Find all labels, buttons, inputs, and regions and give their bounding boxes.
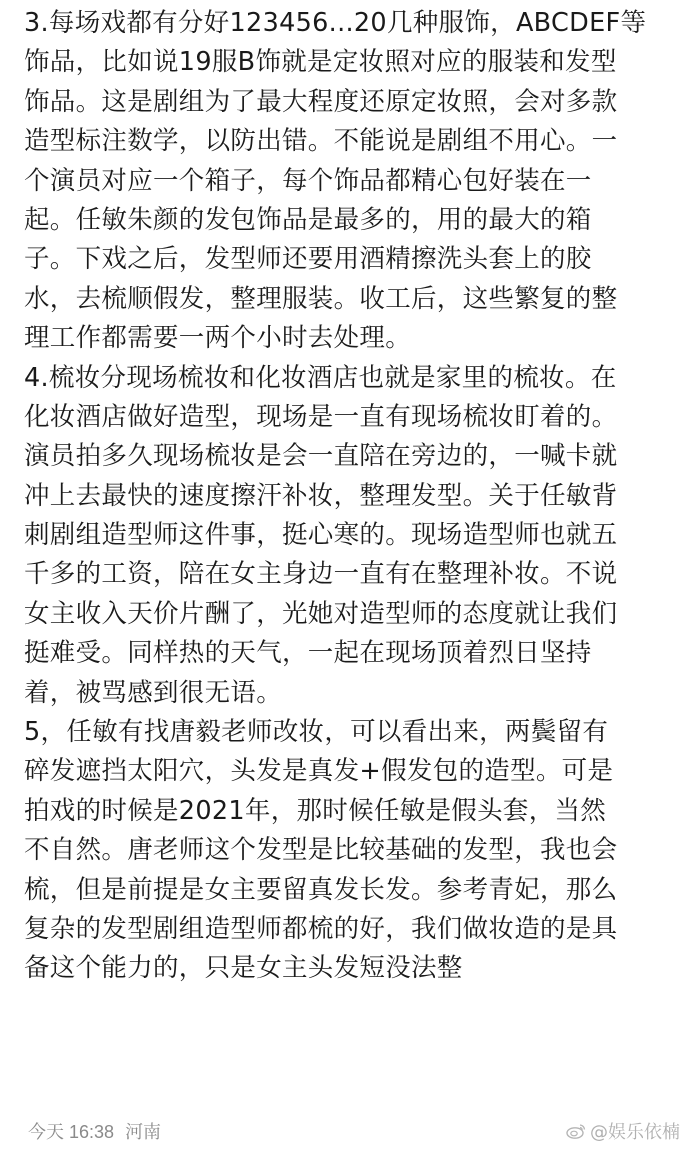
text-line: 4.梳妆分现场梳妆和化妆酒店也就是家里的梳妆。在: [24, 362, 617, 393]
text-line: 拍戏的时候是2021年，那时候任敏是假头套，当然: [24, 795, 607, 826]
post-meta: [28, 1118, 167, 1144]
weibo-logo-icon: [566, 1123, 586, 1139]
text-line: 理工作都需要一两个小时去处理。: [24, 323, 412, 354]
watermark-text: @娱乐依楠: [590, 1122, 680, 1143]
post-body: [24, 4, 676, 989]
text-line: 刺剧组造型师这件事，挺心寒的。现场造型师也就五: [24, 520, 618, 551]
text-line: 个演员对应一个箱子，每个饰品都精心包好装在一: [24, 165, 592, 196]
text-line: 千多的工资，陪在女主身边一直有在整理补妆。不说: [24, 559, 618, 590]
text-line: 子。下戏之后，发型师还要用酒精擦洗头套上的胶: [24, 244, 592, 275]
text-line: 复杂的发型剧组造型师都梳的好，我们做妆造的是具: [24, 913, 618, 944]
text-line: 挺难受。同样热的天气，一起在现场顶着烈日坚持: [24, 638, 592, 669]
text-line: 起。任敏朱颜的发包饰品是最多的，用的最大的箱: [24, 204, 592, 235]
text-line: 5，任敏有找唐毅老师改妆，可以看出来，两鬓留有: [24, 717, 609, 748]
text-line: 演员拍多久现场梳妆是会一直陪在旁边的，一喊卡就: [24, 441, 618, 472]
weibo-watermark: [566, 1118, 680, 1144]
text-line: 造型标注数学，以防出错。不能说是剧组不用心。一: [24, 126, 618, 157]
text-line: 女主收入天价片酬了，光她对造型师的态度就让我们: [24, 598, 618, 629]
text-line: 3.每场戏都有分好123456...20几种服饰，ABCDEF等: [24, 8, 647, 38]
text-line: 水，去梳顺假发，整理服装。收工后，这些繁复的整: [24, 283, 618, 314]
text-line: 碎发遮挡太阳穴，头发是真发+假发包的造型。可是: [24, 756, 614, 787]
post-location: 河南: [125, 1122, 162, 1142]
text-line: 备这个能力的，只是女主头发短没法整: [24, 953, 463, 984]
text-line: 饰品。这是剧组为了最大程度还原定妆照，会对多款: [24, 86, 618, 117]
text-line: 不自然。唐老师这个发型是比较基础的发型，我也会: [24, 835, 618, 866]
post-timestamp: 今天 16:38: [28, 1122, 115, 1142]
text-line: 冲上去最快的速度擦汗补妆，整理发型。关于任敏背: [24, 480, 618, 511]
text-line: 梳，但是前提是女主要留真发长发。参考青妃，那么: [24, 874, 618, 905]
text-line: 饰品，比如说19服B饰就是定妆照对应的服装和发型: [24, 47, 617, 78]
text-line: 化妆酒店做好造型，现场是一直有现场梳妆盯着的。: [24, 401, 618, 432]
text-line: 着，被骂感到很无语。: [24, 677, 283, 708]
